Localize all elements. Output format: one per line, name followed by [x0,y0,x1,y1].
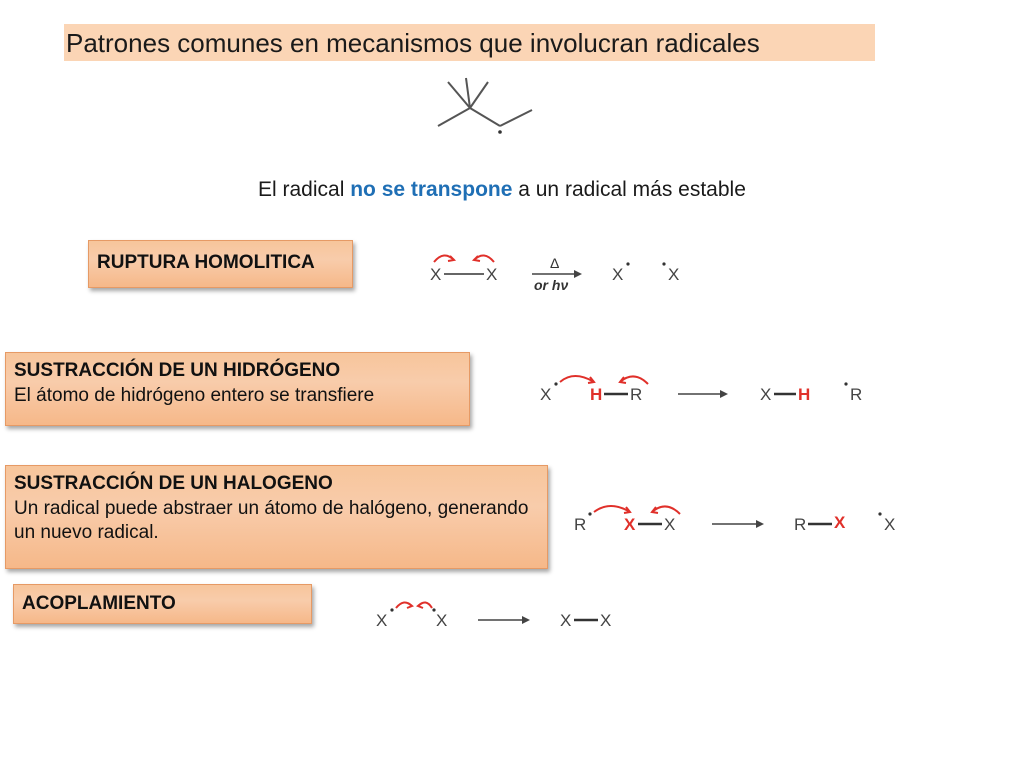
molecule-structure [430,74,540,144]
habs-p3: R [850,385,863,404]
page-title: Patrones comunes en mecanismos que involucran radicales [66,28,760,58]
xabs-p3: X [884,515,896,534]
homolytic-scheme [428,248,698,298]
xabs-r2: X [624,515,636,534]
coupling-r2: X [436,611,448,630]
subtitle-highlight: no se transpone [350,178,513,201]
halogen-abstraction-box [5,465,548,569]
homolytic-product-2: X [668,265,680,284]
habs-r3: R [630,385,643,404]
hydrogen-abstraction-text: El átomo de hidrógeno entero se transfiere [14,384,375,406]
habs-p1: X [760,385,772,404]
homolytic-product-1: X [612,265,624,284]
hydrogen-abstraction-label: SUSTRACCIÓN DE UN HIDRÓGENO [14,360,341,381]
hydrogen-abstraction-scheme [538,370,878,410]
coupling-scheme [374,596,624,636]
coupling-box [13,584,312,624]
habs-p2: H [798,385,811,404]
homolytic-right-atom: X [486,265,498,284]
homolytic-cleavage-box [88,240,353,288]
subtitle [258,178,746,202]
coupling-p2: X [600,611,612,630]
coupling-r1: X [376,611,388,630]
homolytic-condition-bottom: or hν [534,277,569,293]
subtitle-part2: a un radical más estable [512,178,746,201]
coupling-label: ACOPLAMIENTO [22,593,176,614]
hydrogen-abstraction-box [5,352,470,426]
homolytic-condition-top: Δ [550,255,560,271]
homolytic-left-atom: X [430,265,442,284]
xabs-r3: X [664,515,676,534]
subtitle-part1: El radical [258,178,351,201]
coupling-p1: X [560,611,572,630]
habs-r1: X [540,385,552,404]
halogen-abstraction-label: SUSTRACCIÓN DE UN HALOGENO [14,473,333,494]
xabs-r1: R [574,515,587,534]
halogen-abstraction-text: Un radical puede abstraer un átomo de halógeno, generando un nuevo radical. [14,497,529,544]
xabs-p1: R [794,515,807,534]
halogen-abstraction-scheme [572,500,912,540]
xabs-p2: X [834,513,846,532]
habs-r2: H [590,385,603,404]
homolytic-label: RUPTURA HOMOLITICA [97,252,315,273]
